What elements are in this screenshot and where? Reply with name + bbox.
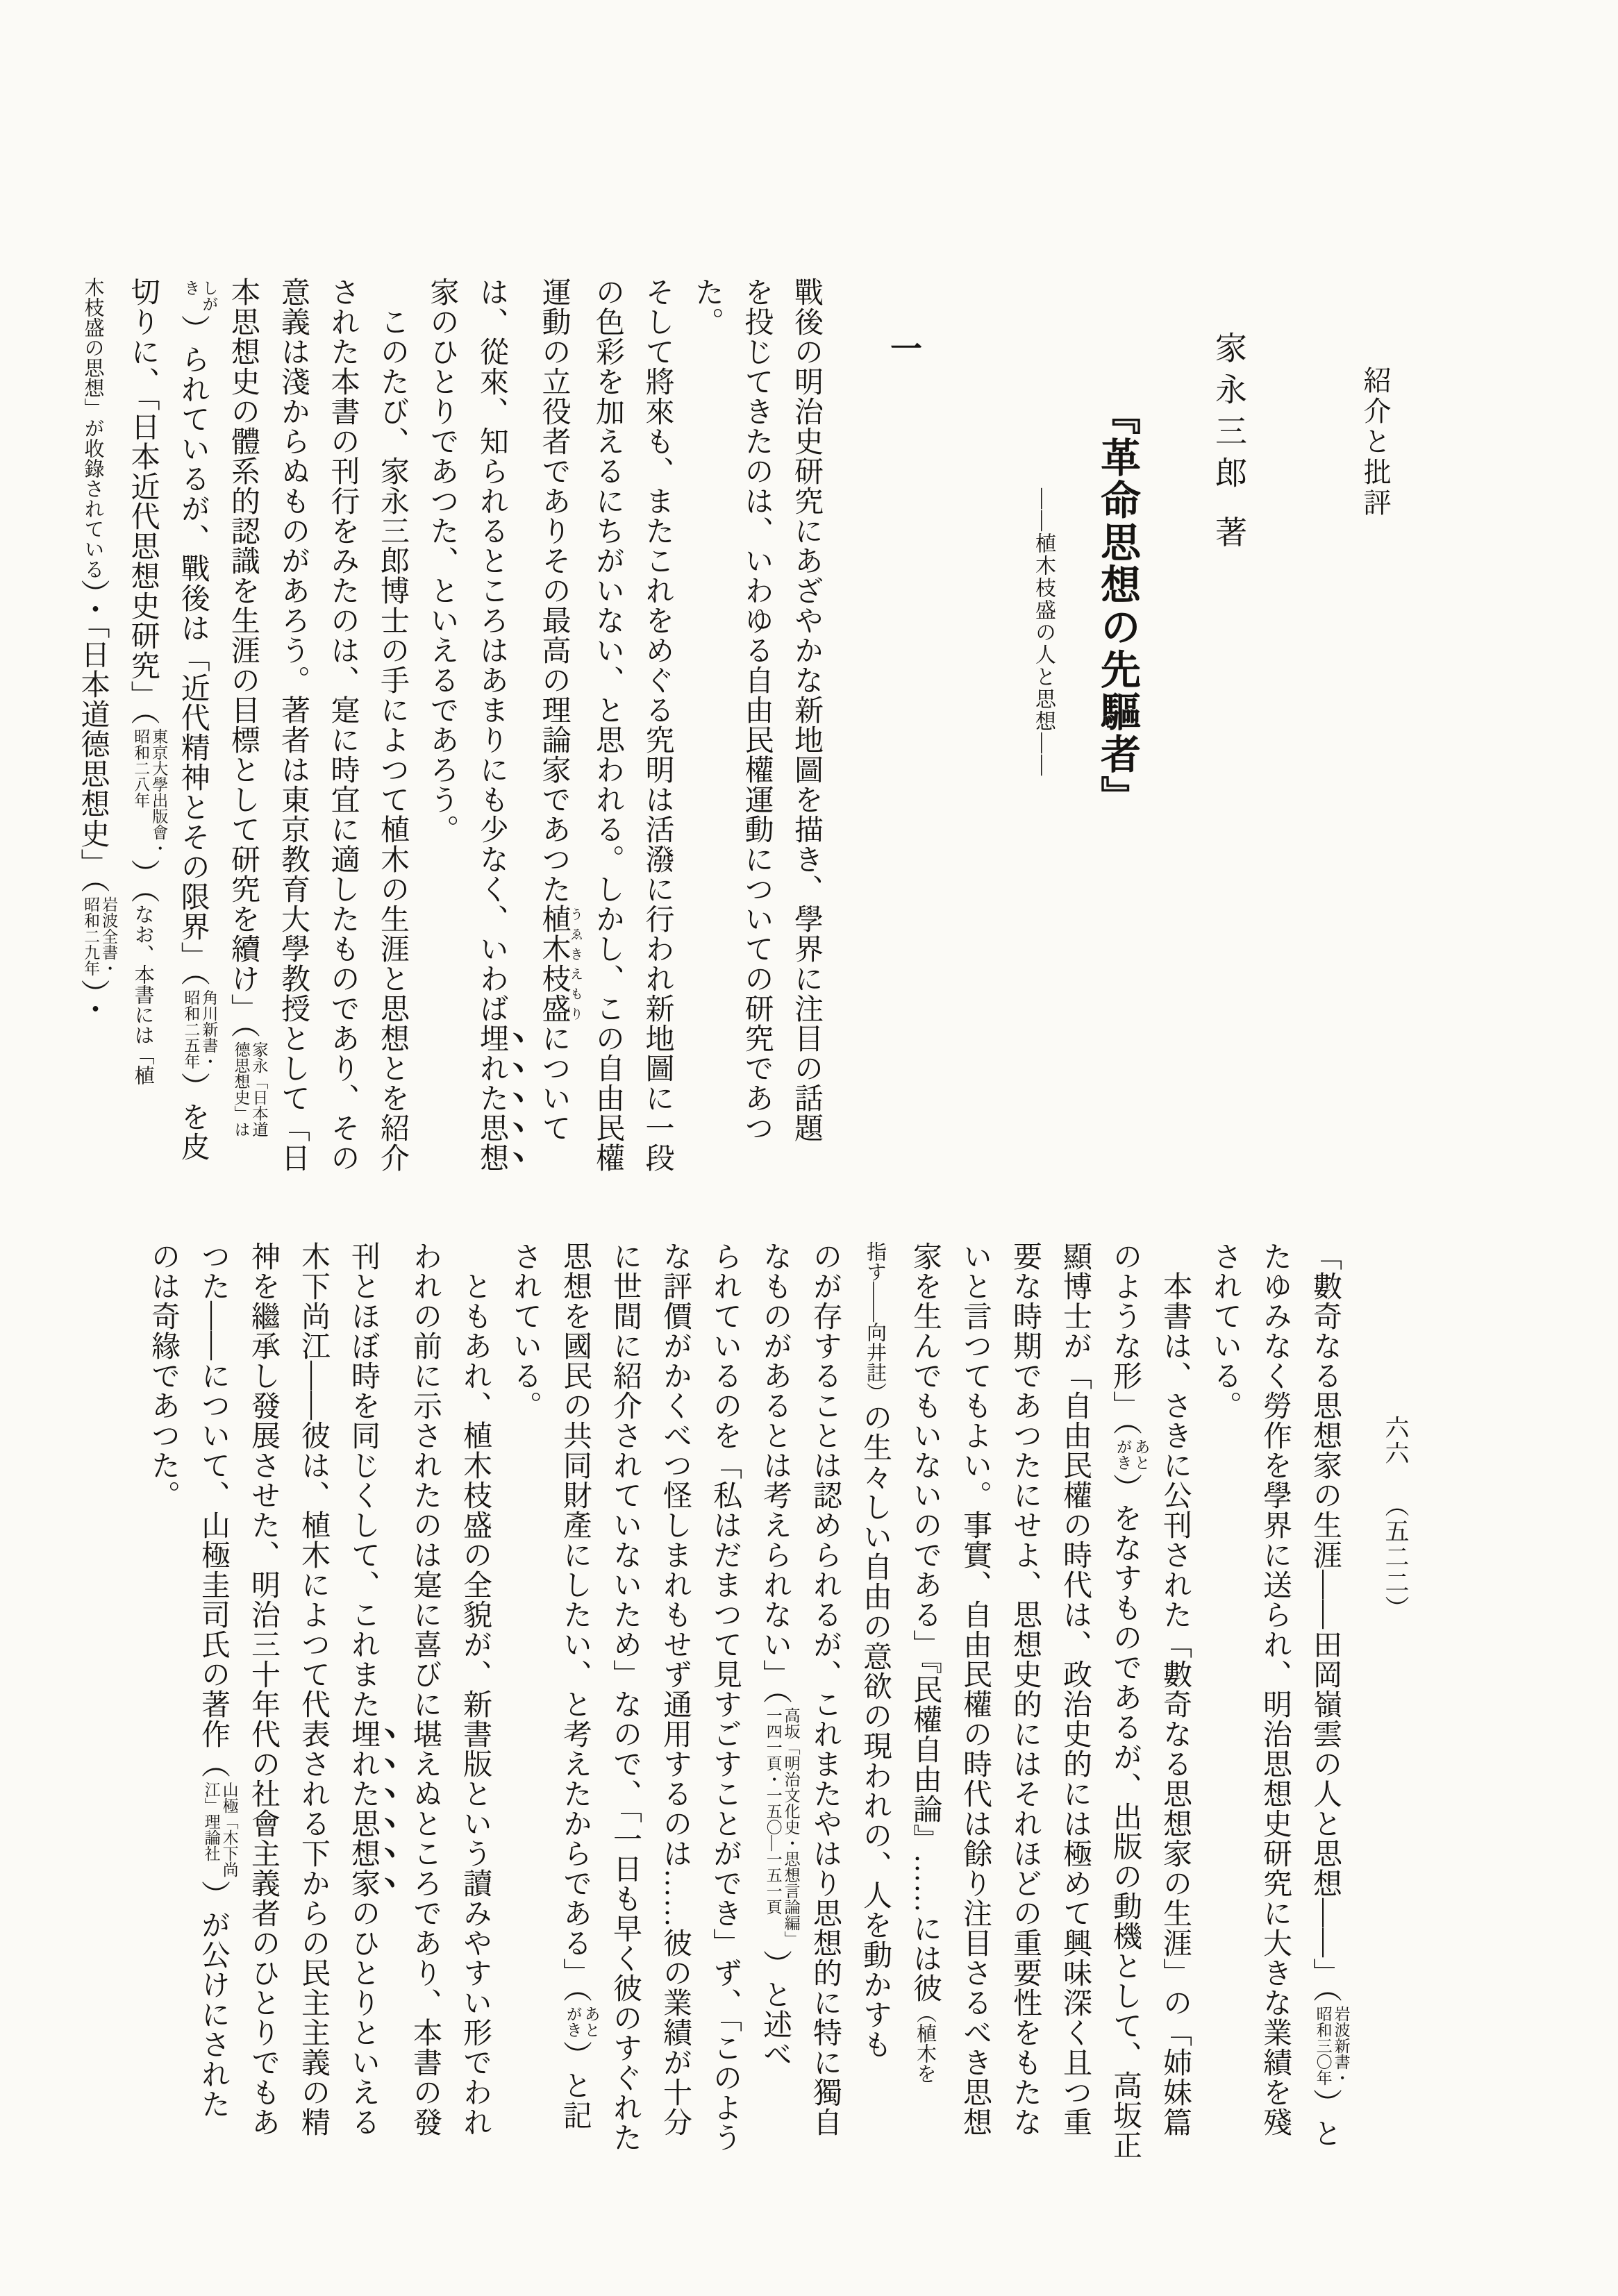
text-column: たゆみなく勞作を學界に送られ、明治思想史研究に大きな業績を殘: [1259, 1241, 1291, 2137]
text-column: な評價がかくべつ怪しまれもせず通用するのは……彼の業績が十分: [659, 1241, 691, 2137]
text-column: 運動の立役者でありその最高の理論家であつた植木枝盛うゑきえもりについて: [537, 277, 583, 1143]
warichu-citation-note: 岩波新書・ 昭和三〇年: [1314, 2006, 1350, 2086]
text-column: 顯博士が「自由民權の時代は、政治史的には極めて興味深く且つ重: [1059, 1241, 1091, 2137]
inline-note: 指す――向井註）: [864, 1241, 886, 1402]
text-column: いと言つてもよい。事實、自由民權の時代は餘り注目さるべき思想: [959, 1241, 991, 2137]
warichu-citation-note: あと がき: [1114, 1439, 1150, 1470]
inline-note: なお、本書には「植: [131, 904, 154, 1085]
warichu-citation-note: あと がき: [564, 2006, 600, 2038]
book-subtitle: ――植木枝盛の人と思想――: [1032, 488, 1055, 777]
text-column: されている。: [1209, 1241, 1241, 1421]
text-column: 刊とほぼ時を同じくして、これまた埋れた思想家のひとりといえる: [347, 1241, 379, 2137]
author-name: 家永三郎 著: [1211, 331, 1246, 558]
page-number-paren: （五二二）: [1382, 1493, 1409, 1621]
ruby-annotated-name: 植木枝盛うゑきえもり: [537, 904, 583, 1023]
text-column: なものがあるとは考えられない」（ 高坂「明治文化史・思想言論編」 一四一頁・一五〇―一五一頁 ）と述べ: [759, 1241, 800, 2069]
text-column: われの前に示されたのは寔に喜びに堪えぬところであり、本書の發: [409, 1241, 441, 2137]
text-column: 指す――向井註）の生々しい自由の意欲の現われの、人を動かすも: [859, 1241, 891, 2059]
text-column: 木枝盛の思想」が收錄されている）・「日本道德思想史」（ 岩波全書・ 昭和二九年 ）・: [76, 277, 118, 1024]
warichu-citation-note: 高坂「明治文化史・思想言論編」 一四一頁・一五〇―一五一頁: [764, 1707, 800, 1947]
section-number: 一: [886, 332, 921, 364]
text-column: 家を生んでもいないのである」『民權自由論』……には彼（植木を: [909, 1241, 941, 2084]
upper-text-band: [76, 277, 831, 1200]
text-column: のは奇緣であつた。: [147, 1241, 179, 1510]
text-column: 切りに、「日本近代思想史研究」（ 東京大學出版會・ 昭和二八年 ）（なお、本書には「植: [126, 277, 168, 1085]
page-number-main: 六六: [1382, 1415, 1409, 1466]
warichu-citation-note: 角川新書・ 昭和二五年: [182, 989, 218, 1069]
text-column: 思想を國民の共同財產にしたい、と考えたからである」（ あと がき ）と記: [559, 1241, 600, 2130]
text-column: に世間に紹介されていないため」なので、「一日も早く彼のすぐれた: [609, 1241, 641, 2152]
book-title: 『革命思想の先驅者』: [1094, 394, 1140, 818]
warichu-citation-note: しが き: [182, 280, 218, 312]
emphasized-text: 埋れた思想: [476, 1023, 508, 1173]
text-column: 神を繼承し發展させた、明治三十年代の社會主義者のひとりでもあ: [247, 1241, 279, 2137]
text-column: 本書は、さきに公刊された「數奇なる思想家の生涯」の「姉妹篇: [1159, 1271, 1191, 2137]
text-column: そして將來も、またこれをめぐる究明は活潑に行われ新地圖に一段: [641, 277, 674, 1173]
text-column: このたび、家永三郎博士の手によつて植木の生涯と思想とを紹介: [376, 307, 408, 1173]
text-column: のが存することは認められるが、これまたやはり思想的に特に獨自: [809, 1241, 841, 2137]
text-column: られているのを「私はだまつて見すごすことができ」ず、「このよう: [709, 1241, 741, 2152]
text-column: 家のひとりであつた、といえるであろう。: [426, 277, 458, 844]
text-column: つた――について、山極圭司氏の著作（ 山極「木下尚 江」理論社 ）が公けにされた: [197, 1241, 238, 2119]
inline-note: （植木を: [914, 2003, 936, 2084]
text-column: のような形」（ あと がき ）をなすものであるが、出版の動機として、高坂正: [1109, 1241, 1150, 2160]
text-column: されている。: [509, 1241, 541, 1421]
emphasized-text: 埋れた思想家: [347, 1719, 379, 1898]
warichu-citation-note: 山極「木下尚 江」理論社: [202, 1782, 238, 1877]
warichu-citation-note: 東京大學出版會・ 昭和二八年: [132, 728, 168, 856]
text-column: は、從來、知られるところはあまりにも少なく、いわば埋れた思想: [476, 277, 508, 1173]
lower-text-band: [147, 1241, 1350, 2234]
text-column: 意義は淺からぬものがあろう。著者は東京教育大學教授として「日: [277, 277, 309, 1173]
text-column: 本思想史の體系的認識を生涯の目標として研究を續け」（ 家永「日本道 德思想史」は: [226, 277, 268, 1137]
text-column: ともあれ、植木枝盛の全貌が、新書版という讀みやすい形でわれ: [459, 1271, 491, 2137]
text-column: 木下尚江――彼は、植木によつて代表される下からの民主主義の精: [297, 1241, 329, 2137]
text-column: 要な時期であつたにせよ、思想史的にはそれほどの重要性をもたな: [1009, 1241, 1041, 2137]
text-column: 戰後の明治史研究にあざやかな新地圖を描き、學界に注目の話題: [790, 277, 822, 1143]
warichu-citation-note: 家永「日本道 德思想史」は: [232, 1041, 268, 1137]
text-column: された本書の刊行をみたのは、寔に時宜に適したものであり、その: [326, 277, 359, 1173]
inline-note: 木枝盛の思想」が收錄されている: [81, 277, 104, 579]
text-column: しが き ）られているが、戰後は「近代精神とその限界」（ 角川新書・ 昭和二五年 ）を皮: [176, 280, 218, 1162]
text-column: 「數奇なる思想家の生涯――田岡嶺雲の人と思想――」（ 岩波新書・ 昭和三〇年 ）と: [1309, 1241, 1350, 2148]
running-head: 紹介と批評: [1360, 366, 1391, 519]
text-column: の色彩を加えるにちがいない、と思われる。しかし、この自由民權: [592, 277, 624, 1173]
text-column: を投じてきたのは、いわゆる自由民權運動についての研究であつた。: [691, 277, 773, 1143]
page-number: [1378, 1415, 1412, 1621]
warichu-citation-note: 岩波全書・ 昭和二九年: [82, 896, 118, 976]
